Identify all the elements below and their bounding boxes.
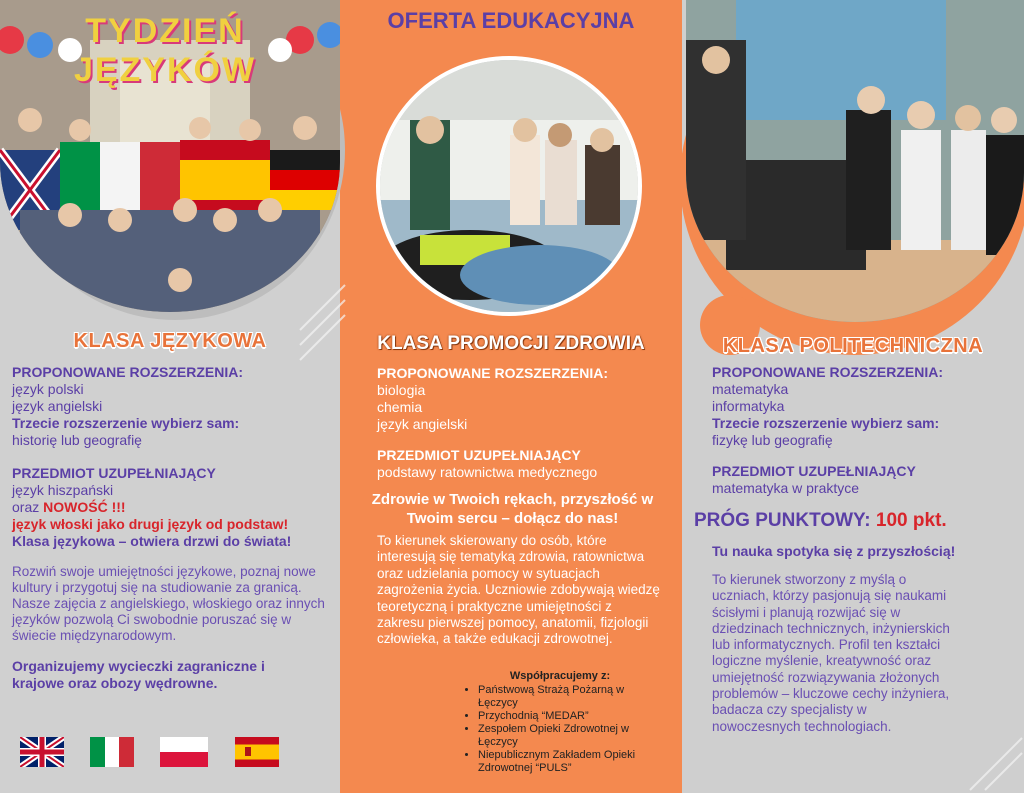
extension-item: język angielski bbox=[377, 416, 468, 432]
extension-item: język angielski bbox=[12, 398, 103, 414]
polytechnic-class-details bbox=[712, 364, 1012, 497]
cooperation-item: • Państwową Strażą Pożarną w Łęczycy bbox=[478, 684, 660, 710]
threshold-value: 100 pkt. bbox=[875, 510, 947, 531]
trips-note: Organizujemy wycieczki zagraniczne i krajowe oraz obozy wędrowne. bbox=[12, 658, 265, 691]
cooperation-heading: Współpracujemy z: bbox=[509, 670, 611, 682]
polytechnic-description: To kierunek stworzony z myślą o uczniach, którzy pasjonują się naukami ścisłymi i planują rozwijać się w dziedzinach technicznych, inżynierskich lub informatycznych. Profil ten kształci logiczne myślenie, kreatywność oraz umiejętność rozwiązywania złożonych problemów – kluczowe cechy inżyniera, badacza czy specjalisty w nowoczesnych technologiach. bbox=[712, 572, 950, 734]
extension-item: język polski bbox=[12, 381, 84, 397]
health-class-photo bbox=[376, 56, 642, 316]
language-class-description: Rozwiń swoje umiejętności językowe, poznaj nowe kultury i przygotuj się na studiowanie za granicą. Nasze zajęcia z angielskiego, włoskiego oraz innych języków pozwolą Ci swobodnie poruszać się w świecie międzynarodowym. bbox=[12, 564, 325, 643]
supplementary-heading: PRZEDMIOT UZUPEŁNIAJĄCY bbox=[12, 465, 216, 481]
third-extension-heading: Trzecie rozszerzenie wybierz sam: bbox=[12, 415, 240, 431]
threshold-label: PRÓG PUNKTOWY: bbox=[694, 510, 871, 531]
uk-flag-icon bbox=[20, 737, 64, 767]
cooperation-box bbox=[460, 670, 660, 775]
extension-item: biologia bbox=[377, 382, 426, 398]
supplementary-heading: PRZEDMIOT UZUPEŁNIAJĄCY bbox=[712, 463, 916, 479]
italy-flag-icon bbox=[90, 737, 134, 767]
health-class-title: KLASA PROMOCJI ZDROWIA bbox=[377, 333, 645, 354]
health-class-description: To kierunek skierowany do osób, które interesują się tematyką zdrowia, ratownictwa oraz udzielania pomocy w sytuacjach zagrożenia życia. Uczniowie zdobywają wiedzę teoretyczną i praktyczne umiejętności z zakresu pierwszej pomocy, anatomii, fizjologii człowieka, a także edukacji zdrowotnej. bbox=[377, 533, 660, 647]
cooperation-item: • Zespołem Opieki Zdrowotnej w Łęczycy bbox=[478, 723, 660, 749]
spain-flag-icon bbox=[235, 737, 279, 767]
third-extension-heading: Trzecie rozszerzenie wybierz sam: bbox=[712, 415, 940, 431]
flags-row bbox=[20, 737, 320, 769]
polytechnic-class-title: KLASA POLITECHNICZNA bbox=[722, 335, 984, 357]
polytechnic-class-photo bbox=[686, 0, 1024, 322]
cooperation-item: • Przychodnią “MEDAR” bbox=[478, 710, 660, 723]
health-class-details bbox=[377, 365, 672, 481]
supplementary-value: podstawy ratownictwa medycznego bbox=[377, 464, 598, 480]
extensions-heading: PROPONOWANE ROZSZERZENIA: bbox=[12, 364, 244, 380]
supplementary-new bbox=[12, 499, 332, 516]
photo-banner-text: TYDZIEŃ JĘZYKÓW bbox=[73, 12, 257, 89]
page-title: OFERTA EDUKACYJNA bbox=[387, 8, 635, 33]
language-class-photo bbox=[0, 0, 340, 312]
supplementary-value: język hiszpański bbox=[12, 482, 114, 498]
cooperation-item: • Niepublicznym Zakładem Opieki Zdrowotnej “PULS” bbox=[478, 749, 660, 775]
extensions-heading: PROPONOWANE ROZSZERZENIA: bbox=[377, 365, 609, 381]
extensions-heading: PROPONOWANE ROZSZERZENIA: bbox=[712, 364, 944, 380]
italian-language-note: język włoski jako drugi język od podstaw! bbox=[12, 516, 289, 532]
poland-flag-icon bbox=[160, 737, 208, 767]
language-class-slogan: Klasa językowa – otwiera drzwi do świata! bbox=[12, 533, 292, 549]
extension-item: chemia bbox=[377, 399, 423, 415]
language-class-details bbox=[12, 364, 332, 692]
third-extension-value: historię lub geografię bbox=[12, 432, 142, 448]
supplementary-value: matematyka w praktyce bbox=[712, 480, 860, 496]
new-badge: NOWOŚĆ !!! bbox=[43, 499, 126, 515]
supplementary-or: oraz bbox=[12, 499, 44, 515]
supplementary-heading: PRZEDMIOT UZUPEŁNIAJĄCY bbox=[377, 447, 581, 463]
extension-item: informatyka bbox=[712, 398, 785, 414]
language-class-title: KLASA JĘZYKOWA bbox=[73, 330, 267, 352]
points-threshold bbox=[694, 510, 1019, 532]
extension-item: matematyka bbox=[712, 381, 789, 397]
third-extension-value: fizykę lub geografię bbox=[712, 432, 833, 448]
polytechnic-slogan: Tu nauka spotyka się z przyszłością! bbox=[712, 543, 956, 559]
health-class-slogan: Zdrowie w Twoich rękach, przyszłość w Twoim sercu – dołącz do nas! bbox=[371, 491, 654, 527]
